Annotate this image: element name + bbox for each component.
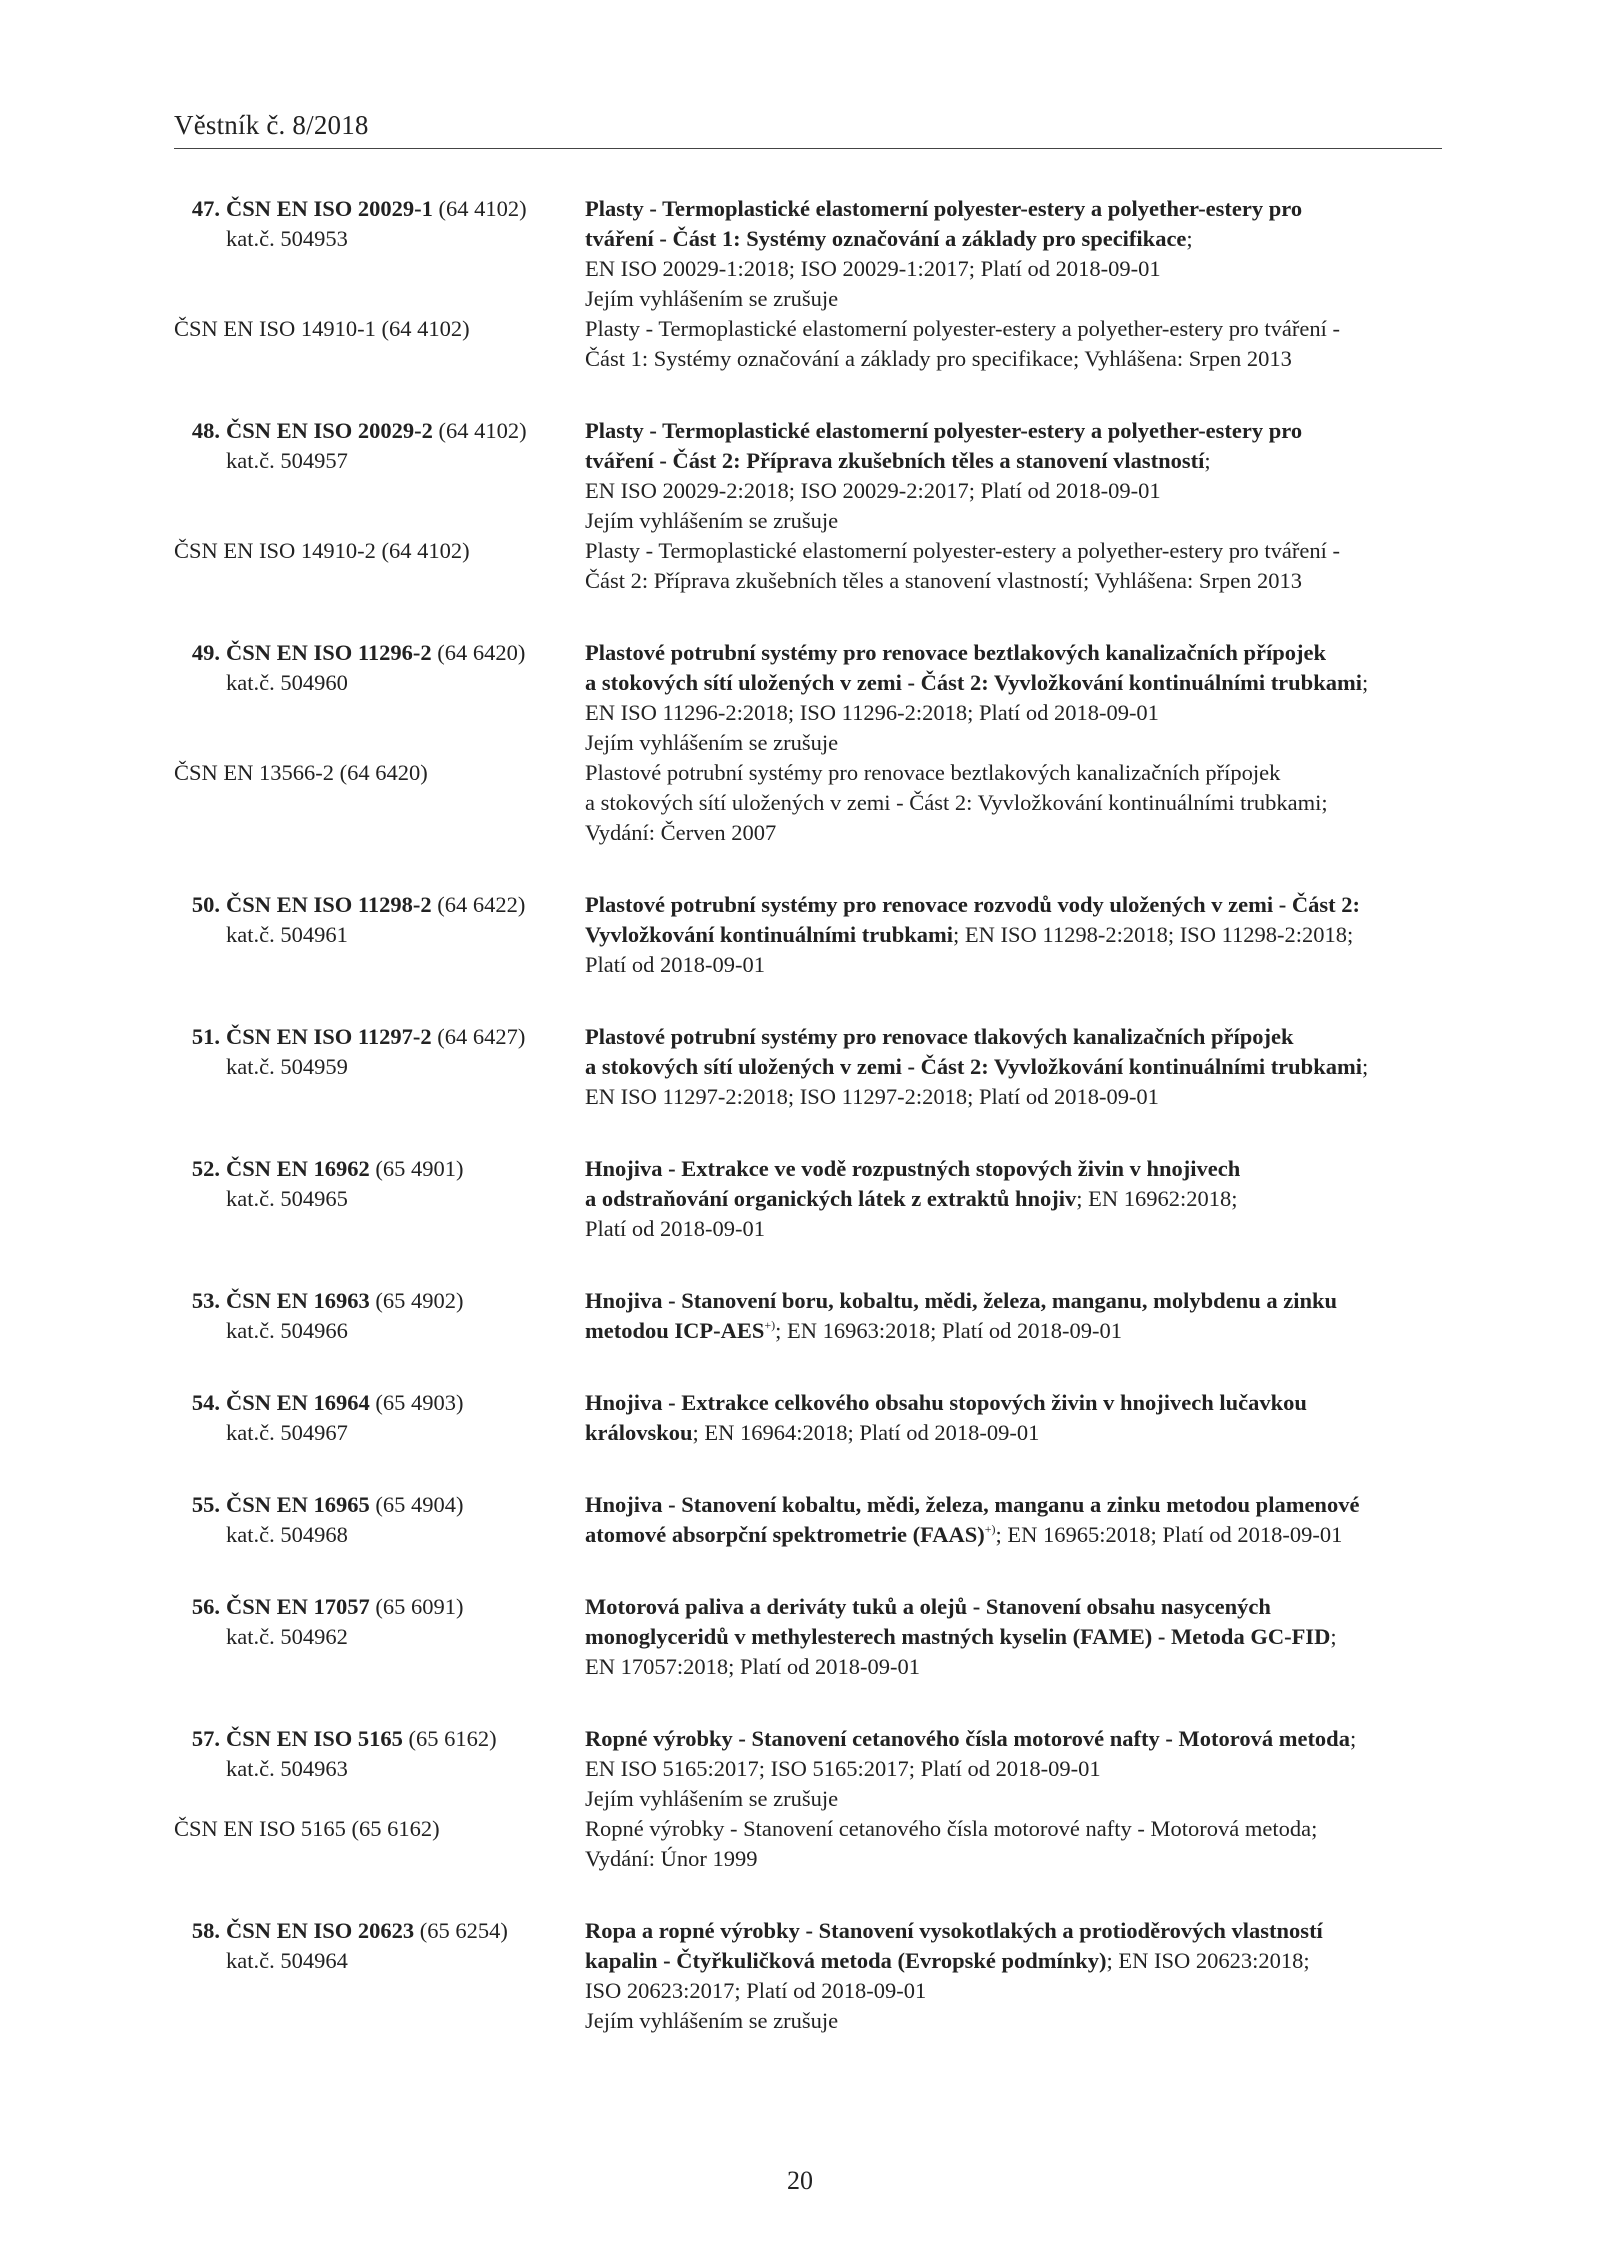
standard-description [585, 638, 1442, 758]
standard-identifier [174, 1592, 585, 1682]
standard-entry [174, 1490, 1442, 1550]
catalog-number: kat.č. 504953 [226, 226, 348, 251]
replaced-detail-line: Ropné výrobky - Stanovení cetanového čísla motorové nafty - Motorová metoda; [585, 1816, 1318, 1841]
standard-title: Vyvložkování kontinuálními trubkami [585, 922, 954, 947]
title-tail: ; EN ISO 20623:2018; [1106, 1948, 1310, 1973]
standard-description [585, 194, 1442, 314]
standard-identifier [174, 1154, 585, 1244]
replaced-standard-description [585, 314, 1442, 374]
standard-description [585, 890, 1442, 980]
detail-line: Jejím vyhlášením se zrušuje [585, 508, 839, 533]
title-tail: ; EN 16962:2018; [1076, 1186, 1238, 1211]
entry-number: 56. [191, 1594, 220, 1619]
detail-line: Jejím vyhlášením se zrušuje [585, 286, 839, 311]
title-line [585, 224, 1442, 254]
standard-title: Plastové potrubní systémy pro renovace beztlakových kanalizačních přípojek [585, 640, 1327, 665]
standard-title: Hnojiva - Extrakce ve vodě rozpustných stopových živin v hnojivech [585, 1156, 1241, 1181]
title-line [585, 1490, 1442, 1520]
catalog-number: kat.č. 504968 [226, 1522, 348, 1547]
detail-line: Jejím vyhlášením se zrušuje [585, 1786, 839, 1811]
title-line [585, 446, 1442, 476]
catalog-number: kat.č. 504961 [226, 922, 348, 947]
catalog-number: kat.č. 504963 [226, 1756, 348, 1781]
standard-description [585, 416, 1442, 536]
replaced-detail-line: Vydání: Červen 2007 [585, 820, 777, 845]
replaced-detail-line: Plastové potrubní systémy pro renovace beztlakových kanalizačních přípojek [585, 760, 1281, 785]
catalog-number: kat.č. 504964 [226, 1948, 348, 1973]
standard-title: Plasty - Termoplastické elastomerní polyester-estery a polyether-estery pro [585, 418, 1303, 443]
classification-code: (64 6427) [431, 1024, 526, 1049]
entry-number: 57. [191, 1726, 220, 1751]
classification-code: (65 4901) [369, 1156, 464, 1181]
classification-code: (65 4902) [369, 1288, 464, 1313]
standard-description [585, 1286, 1442, 1346]
standard-title: Hnojiva - Extrakce celkového obsahu stopových živin v hnojivech lučavkou [585, 1390, 1307, 1415]
standard-title: metodou ICP-AES [585, 1318, 765, 1343]
catalog-number: kat.č. 504966 [226, 1318, 348, 1343]
page-number: 20 [787, 2166, 813, 2195]
detail-line: EN ISO 20029-2:2018; ISO 20029-2:2017; Platí od 2018-09-01 [585, 478, 1161, 503]
entry-number: 48. [191, 418, 220, 443]
replaced-standard-description [585, 758, 1442, 848]
catalog-number: kat.č. 504959 [226, 1054, 348, 1079]
detail-line: Platí od 2018-09-01 [585, 952, 765, 977]
entry-number: 49. [191, 640, 220, 665]
standard-code: ČSN EN ISO 20623 [226, 1918, 415, 1943]
title-line [585, 668, 1442, 698]
classification-code: (65 4904) [369, 1492, 464, 1517]
standard-identifier [174, 1490, 585, 1550]
classification-code: (64 4102) [432, 196, 527, 221]
standard-title: a stokových sítí uložených v zemi - Část 2: Vyvložkování kontinuálními trubkami [585, 1054, 1362, 1079]
standard-code: ČSN EN ISO 20029-1 [226, 196, 433, 221]
page-header [174, 110, 1442, 149]
replaced-standard-code: ČSN EN ISO 14910-1 (64 4102) [174, 316, 470, 341]
standard-title: Plasty - Termoplastické elastomerní polyester-estery a polyether-estery pro [585, 196, 1303, 221]
replaced-detail-line: Vydání: Únor 1999 [585, 1846, 758, 1871]
title-tail: ; [1361, 1054, 1369, 1079]
standard-title: Motorová paliva a deriváty tuků a olejů - Stanovení obsahu nasycených [585, 1594, 1271, 1619]
replaced-standard-description [585, 1814, 1442, 1874]
standard-entry [174, 1022, 1442, 1112]
title-line [585, 890, 1442, 920]
title-tail: ; EN 16965:2018; Platí od 2018-09-01 [995, 1522, 1343, 1547]
entry-number: 55. [191, 1492, 220, 1517]
title-line [585, 920, 1442, 950]
standard-title: kapalin - Čtyřkuličková metoda (Evropské podmínky) [585, 1948, 1107, 1973]
standard-title: tváření - Část 2: Příprava zkušebních těles a stanovení vlastností [585, 448, 1205, 473]
standard-identifier [174, 416, 585, 536]
journal-title: Věstník č. 8/2018 [174, 110, 369, 140]
standard-identifier [174, 1286, 585, 1346]
classification-code: (64 6420) [431, 640, 526, 665]
title-line [585, 1286, 1442, 1316]
footnote-mark: +) [764, 1318, 776, 1332]
standard-title: Hnojiva - Stanovení boru, kobaltu, mědi, železa, manganu, molybdenu a zinku [585, 1288, 1337, 1313]
title-line [585, 1520, 1442, 1550]
entry-number: 50. [191, 892, 220, 917]
standard-entry [174, 1154, 1442, 1244]
standard-entry [174, 1592, 1442, 1682]
title-line [585, 1946, 1442, 1976]
replaced-detail-line: Plasty - Termoplastické elastomerní polyester-estery a polyether-estery pro tváření - [585, 538, 1340, 563]
detail-line: EN 17057:2018; Platí od 2018-09-01 [585, 1654, 920, 1679]
standard-code: ČSN EN ISO 11296-2 [226, 640, 432, 665]
entry-number: 54. [191, 1390, 220, 1415]
entry-number: 51. [191, 1024, 220, 1049]
standard-code: ČSN EN 16964 [226, 1390, 370, 1415]
standard-entry [174, 416, 1442, 596]
title-line [585, 1316, 1442, 1346]
footnote-mark: +) [984, 1522, 996, 1536]
standard-code: ČSN EN 16963 [226, 1288, 370, 1313]
title-tail: ; EN ISO 11298-2:2018; ISO 11298-2:2018; [953, 922, 1354, 947]
title-line [585, 1154, 1442, 1184]
title-line [585, 1592, 1442, 1622]
replaced-detail-line: Část 2: Příprava zkušebních těles a stanovení vlastností; Vyhlášena: Srpen 2013 [585, 568, 1302, 593]
standard-identifier [174, 1724, 585, 1814]
standard-identifier [174, 1388, 585, 1448]
standard-entry [174, 890, 1442, 980]
standards-list [174, 194, 1442, 2078]
standard-identifier [174, 638, 585, 758]
standard-title: Ropné výrobky - Stanovení cetanového čísla motorové nafty - Motorová metoda [585, 1726, 1350, 1751]
standard-title: Plastové potrubní systémy pro renovace tlakových kanalizačních přípojek [585, 1024, 1294, 1049]
standard-entry [174, 1916, 1442, 2036]
standard-code: ČSN EN ISO 11298-2 [226, 892, 432, 917]
standard-description [585, 1490, 1442, 1550]
replaced-standard-code: ČSN EN ISO 5165 (65 6162) [174, 1816, 440, 1841]
standard-title: a stokových sítí uložených v zemi - Část 2: Vyvložkování kontinuálními trubkami [585, 670, 1362, 695]
detail-line: EN ISO 20029-1:2018; ISO 20029-1:2017; Platí od 2018-09-01 [585, 256, 1161, 281]
title-tail: ; [1330, 1624, 1337, 1649]
replaced-detail-line: Část 1: Systémy označování a základy pro specifikace; Vyhlášena: Srpen 2013 [585, 346, 1292, 371]
standard-code: ČSN EN 16965 [226, 1492, 370, 1517]
title-tail: ; EN 16963:2018; Platí od 2018-09-01 [775, 1318, 1123, 1343]
detail-line: EN ISO 5165:2017; ISO 5165:2017; Platí od 2018-09-01 [585, 1756, 1101, 1781]
standard-code: ČSN EN 17057 [226, 1594, 370, 1619]
title-line [585, 416, 1442, 446]
standard-title: královskou [585, 1420, 693, 1445]
standard-title: tváření - Část 1: Systémy označování a základy pro specifikace [585, 226, 1187, 251]
catalog-number: kat.č. 504967 [226, 1420, 348, 1445]
classification-code: (64 4102) [432, 418, 527, 443]
standard-description [585, 1022, 1442, 1112]
standard-description [585, 1154, 1442, 1244]
detail-line: EN ISO 11297-2:2018; ISO 11297-2:2018; Platí od 2018-09-01 [585, 1084, 1159, 1109]
standard-title: Plastové potrubní systémy pro renovace rozvodů vody uložených v zemi - Část 2: [585, 892, 1360, 917]
catalog-number: kat.č. 504965 [226, 1186, 348, 1211]
detail-line: Platí od 2018-09-01 [585, 1216, 765, 1241]
title-tail: ; EN 16964:2018; Platí od 2018-09-01 [692, 1420, 1040, 1445]
standard-identifier [174, 890, 585, 980]
standard-description [585, 1592, 1442, 1682]
entry-number: 52. [191, 1156, 220, 1181]
entry-number: 53. [191, 1288, 220, 1313]
title-tail: ; [1361, 670, 1369, 695]
title-line [585, 1418, 1442, 1448]
replaced-detail-line: Plasty - Termoplastické elastomerní polyester-estery a polyether-estery pro tváření - [585, 316, 1340, 341]
classification-code: (65 6162) [402, 1726, 497, 1751]
standard-entry [174, 1724, 1442, 1874]
title-line [585, 1052, 1442, 1082]
standard-title: Ropa a ropné výrobky - Stanovení vysokotlakých a protioděrových vlastností [585, 1918, 1323, 1943]
title-tail: ; [1204, 448, 1211, 473]
standard-identifier [174, 194, 585, 314]
standard-title: monoglyceridů v methylesterech mastných kyselin (FAME) - Metoda GC-FID [585, 1624, 1331, 1649]
standard-code: ČSN EN ISO 5165 [226, 1726, 403, 1751]
entry-number: 58. [191, 1918, 220, 1943]
standard-title: atomové absorpční spektrometrie (FAAS) [585, 1522, 985, 1547]
classification-code: (65 6091) [369, 1594, 464, 1619]
classification-code: (65 4903) [369, 1390, 464, 1415]
catalog-number: kat.č. 504960 [226, 670, 348, 695]
standard-entry [174, 1286, 1442, 1346]
title-tail: ; [1349, 1726, 1357, 1751]
title-line [585, 638, 1442, 668]
catalog-number: kat.č. 504957 [226, 448, 348, 473]
detail-line: Jejím vyhlášením se zrušuje [585, 730, 839, 755]
title-line [585, 1022, 1442, 1052]
standard-title: Hnojiva - Stanovení kobaltu, mědi, železa, manganu a zinku metodou plamenové [585, 1492, 1360, 1517]
title-line [585, 1184, 1442, 1214]
standard-entry [174, 1388, 1442, 1448]
replaced-standard-code: ČSN EN ISO 14910-2 (64 4102) [174, 538, 470, 563]
standard-code: ČSN EN 16962 [226, 1156, 370, 1181]
title-line [585, 1916, 1442, 1946]
standard-entry [174, 638, 1442, 848]
title-line [585, 1724, 1442, 1754]
standard-description [585, 1388, 1442, 1448]
replaced-detail-line: a stokových sítí uložených v zemi - Část 2: Vyvložkování kontinuálními trubkami; [585, 790, 1328, 815]
standard-identifier [174, 1916, 585, 2036]
replaced-standard-code: ČSN EN 13566-2 (64 6420) [174, 760, 428, 785]
standard-description [585, 1724, 1442, 1814]
standard-code: ČSN EN ISO 11297-2 [226, 1024, 432, 1049]
title-tail: ; [1186, 226, 1193, 251]
detail-line: ISO 20623:2017; Platí od 2018-09-01 [585, 1978, 927, 2003]
catalog-number: kat.č. 504962 [226, 1624, 348, 1649]
detail-line: EN ISO 11296-2:2018; ISO 11296-2:2018; Platí od 2018-09-01 [585, 700, 1159, 725]
title-line [585, 1388, 1442, 1418]
standard-entry [174, 194, 1442, 374]
standard-identifier [174, 1022, 585, 1112]
entry-number: 47. [191, 196, 220, 221]
detail-line: Jejím vyhlášením se zrušuje [585, 2008, 839, 2033]
standard-description [585, 1916, 1442, 2036]
classification-code: (64 6422) [431, 892, 526, 917]
title-line [585, 1622, 1442, 1652]
standard-code: ČSN EN ISO 20029-2 [226, 418, 433, 443]
title-line [585, 194, 1442, 224]
classification-code: (65 6254) [414, 1918, 508, 1943]
replaced-standard-description [585, 536, 1442, 596]
standard-title: a odstraňování organických látek z extraktů hnojiv [585, 1186, 1077, 1211]
